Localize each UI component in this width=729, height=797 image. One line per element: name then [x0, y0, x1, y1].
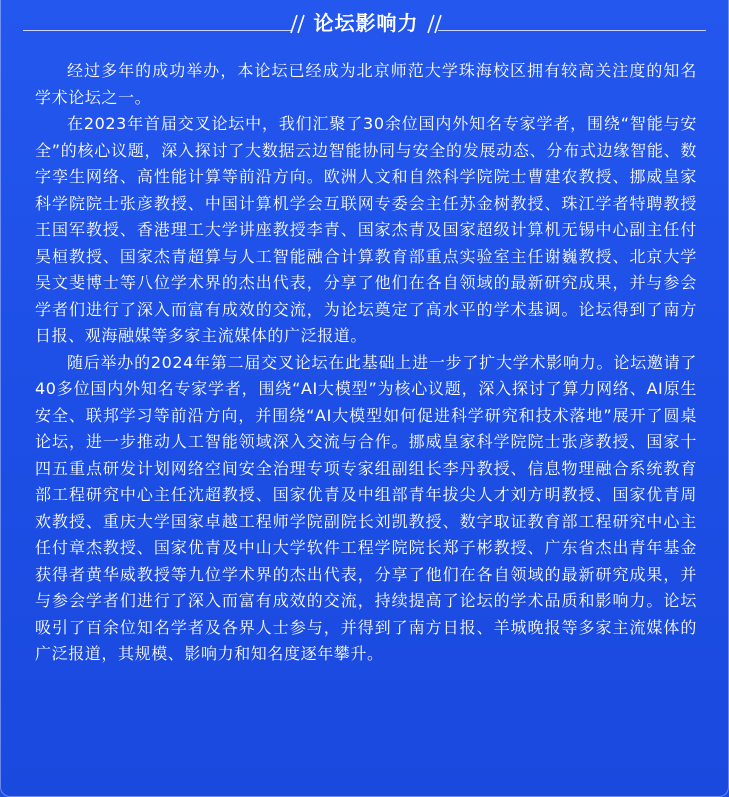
double-slash-icon — [289, 13, 307, 35]
section-title: 论坛影响力 — [313, 11, 419, 35]
paragraph-intro: 经过多年的成功举办，本论坛已经成为北京师范大学珠海校区拥有较高关注度的知名学术论坛之一。 — [35, 61, 697, 107]
header-rule-left — [23, 30, 291, 31]
paragraph-2023-forum: 在2023年首届交叉论坛中，我们汇聚了30余位国内外知名专家学者，围绕“智能与安全”的核心议题，深入探讨了大数据云边智能协同与安全的发展动态、分布式边缘智能、数字孪生网络、高性能计算等前沿方向。欧洲人文和自然科学院院士曹建农教授、挪威皇家科学院院士张彦教授、中国计算机学会互联网专委会主任苏金树教授、珠江学者特聘教授王国军教授、香港理工大学讲座教授李青、国家杰青及国家超级计算机无锡中心副主任付昊桓教授、国家杰青超算与人工智能融合计算教育部重点实验室主任谢巍教授、北京大学吴文斐博士等八位学术界的杰出代表，分享了他们在各自领域的最新研究成果，并与参会学者们进行了深入而富有成效的交流，为论坛奠定了高水平的学术基调。论坛得到了南方日报、观海融媒等多家主流媒体的广泛报道。 — [35, 114, 697, 345]
paragraph-2024-forum: 随后举办的2024年第二届交叉论坛在此基础上进一步了扩大学术影响力。论坛邀请了40多位国内外知名专家学者，围绕“AI大模型”为核心议题，深入探讨了算力网络、AI原生安全、联邦学习等前沿方向，并围绕“AI大模型如何促进科学研究和技术落地”展开了圆桌论坛，进一步推动人工智能领域深入交流与合作。挪威皇家科学院院士张彦教授、国家十四五重点研发计划网络空间安全治理专项专家组副组长李丹教授、信息物理融合系统教育部工程研究中心主任沈超教授、国家优青及中组部青年拔尖人才刘方明教授、国家优青周欢教授、重庆大学国家卓越工程师学院副院长刘凯教授、数字取证教育部工程研究中心主任付章杰教授、国家优青及中山大学软件工程学院院长郑子彬教授、广东省杰出青年基金获得者黄华威教授等九位学术界的杰出代表，分享了他们在各自领域的最新研究成果，并与参会学者们进行了深入而富有成效的交流，持续提高了论坛的学术品质和影响力。论坛吸引了百余位知名学者及各界人士参与，并得到了南方日报、羊城晚报等多家主流媒体的广泛报道，其规模、影响力和知名度逐年攀升。 — [35, 352, 697, 663]
double-slash-icon — [425, 13, 443, 35]
article-body — [35, 58, 697, 668]
section-header — [1, 0, 729, 46]
header-rule-right — [438, 30, 706, 31]
